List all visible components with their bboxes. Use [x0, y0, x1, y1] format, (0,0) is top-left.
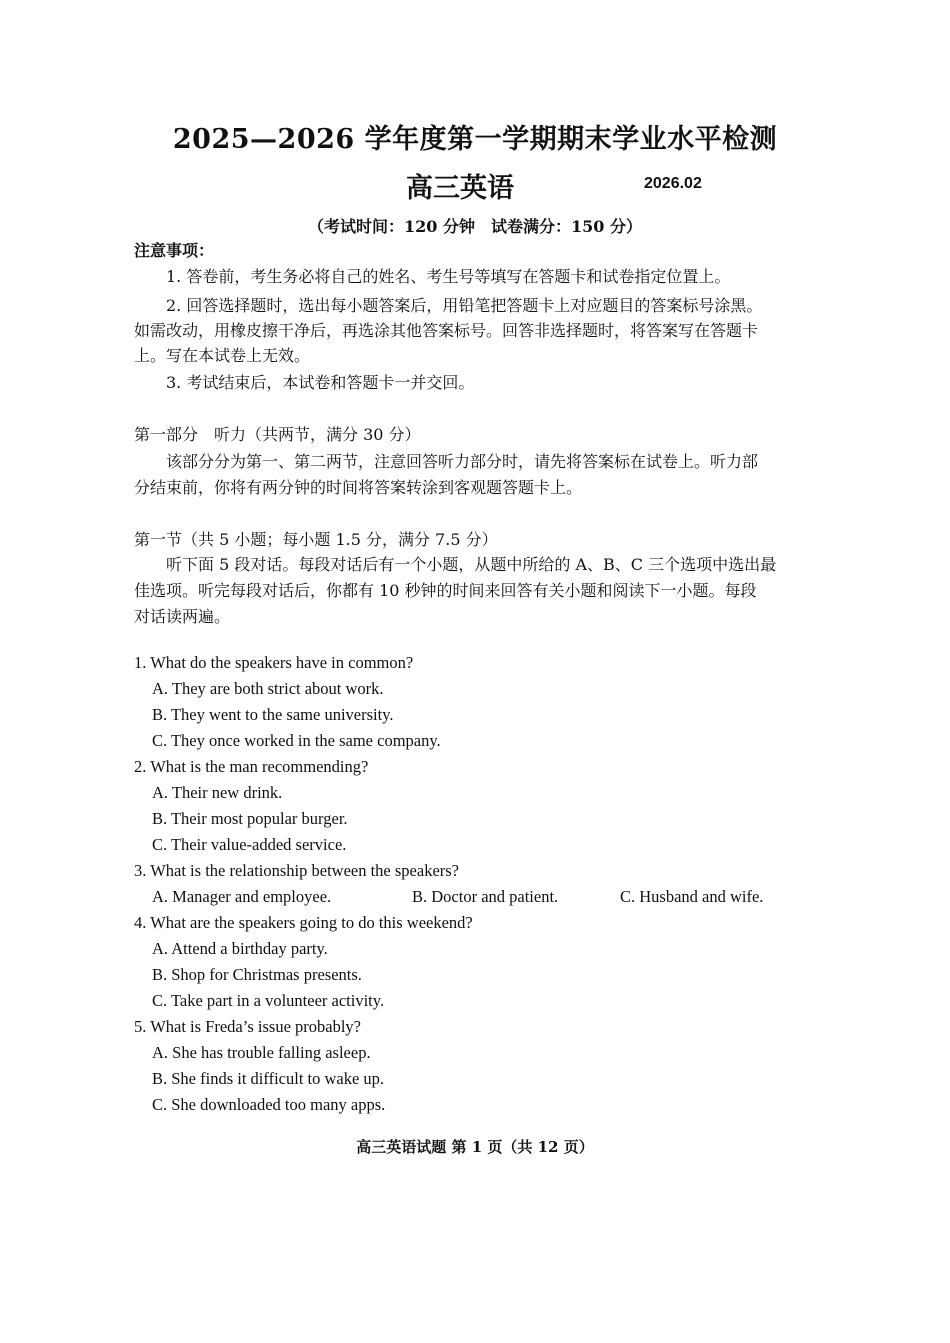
exam-title: 2025—2026 学年度第一学期期末学业水平检测	[172, 124, 778, 155]
option: B. She finds it difficult to wake up.	[152, 1069, 385, 1088]
part1-instruction: 该部分分为第一、第二两节，注意回答听力部分时，请先将答案标在试卷上。听力部	[166, 452, 759, 471]
exam-info: （考试时间：120 分钟 试卷满分：150 分）	[308, 217, 642, 236]
option: C. Their value-added service.	[152, 835, 347, 854]
question-stem: 5. What is Freda’s issue probably?	[134, 1017, 361, 1036]
notice-item: 如需改动，用橡皮擦干净后，再选涂其他答案标号。回答非选择题时，将答案写在答题卡	[134, 321, 759, 340]
option: B. They went to the same university.	[152, 705, 394, 724]
notice-item: 2. 回答选择题时，选出每小题答案后，用铅笔把答题卡上对应题目的答案标号涂黑。	[166, 296, 763, 315]
option: A. Manager and employee.	[152, 887, 332, 906]
question-stem: 1. What do the speakers have in common?	[134, 653, 414, 672]
part1-heading: 第一部分 听力（共两节，满分 30 分）	[134, 425, 421, 444]
notice-item: 上。写在本试卷上无效。	[134, 346, 311, 365]
option: C. She downloaded too many apps.	[152, 1095, 386, 1114]
option: C. Husband and wife.	[620, 887, 764, 906]
option: B. Shop for Christmas presents.	[152, 965, 362, 984]
question-stem: 4. What are the speakers going to do this weekend?	[134, 913, 473, 932]
option: B. Doctor and patient.	[412, 887, 559, 906]
section1-instruction: 对话读两遍。	[134, 607, 231, 626]
option: A. She has trouble falling asleep.	[152, 1043, 371, 1062]
section1-heading: 第一节（共 5 小题；每小题 1.5 分，满分 7.5 分）	[134, 530, 498, 549]
subject-title: 高三英语	[406, 173, 514, 204]
notice-item: 1. 答卷前，考生务必将自己的姓名、考生号等填写在答题卡和试卷指定位置上。	[166, 267, 731, 286]
question-stem: 3. What is the relationship between the speakers?	[134, 861, 460, 880]
section1-instruction: 听下面 5 段对话。每段对话后有一个小题，从题中所给的 A、B、C 三个选项中选出最	[166, 555, 777, 574]
option: B. Their most popular burger.	[152, 809, 348, 828]
option: A. They are both strict about work.	[152, 679, 384, 698]
section1-instruction: 佳选项。听完每段对话后，你都有 10 秒钟的时间来回答有关小题和阅读下一小题。每段	[134, 581, 757, 600]
exam-date: 2026.02	[644, 175, 702, 192]
option: A. Attend a birthday party.	[152, 939, 328, 958]
notice-heading: 注意事项：	[134, 241, 215, 260]
page-footer: 高三英语试题 第 1 页（共 12 页）	[356, 1138, 594, 1156]
question-stem: 2. What is the man recommending?	[134, 757, 369, 776]
notice-item: 3. 考试结束后，本试卷和答题卡一并交回。	[166, 373, 475, 392]
option: A. Their new drink.	[152, 783, 283, 802]
option: C. Take part in a volunteer activity.	[152, 991, 385, 1010]
option: C. They once worked in the same company.	[152, 731, 441, 750]
part1-instruction: 分结束前，你将有两分钟的时间将答案转涂到客观题答题卡上。	[134, 478, 583, 497]
